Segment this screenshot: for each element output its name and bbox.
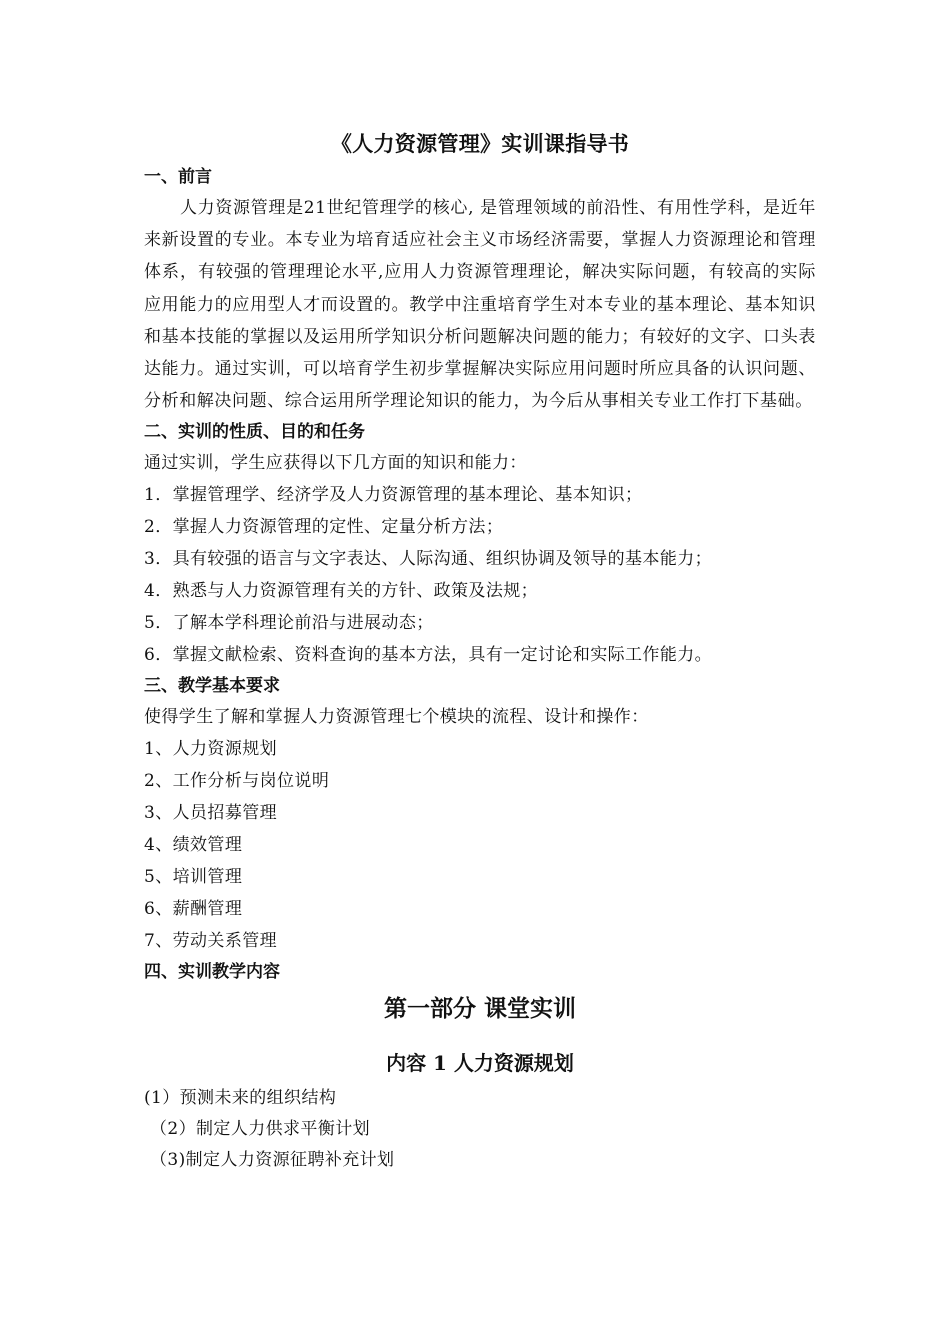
content-item: （2）制定人力供求平衡计划 [150, 1119, 371, 1140]
list-item: 2．掌握人力资源管理的定性、定量分析方法； [144, 517, 504, 538]
section-nature-goals [144, 417, 816, 671]
list-item: 5、培训管理 [144, 867, 243, 888]
list-item: 1、人力资源规划 [144, 739, 278, 760]
list-item: 1．掌握管理学、经济学及人力资源管理的基本理论、基本知识； [144, 485, 643, 506]
section-intro: 通过实训，学生应获得以下几方面的知识和能力： [144, 453, 527, 474]
list-item: 6、薪酬管理 [144, 899, 243, 920]
section-heading: 二、实训的性质、目的和任务 [144, 422, 365, 443]
section-heading: 三、教学基本要求 [144, 676, 280, 697]
part-title: 第一部分 课堂实训 [383, 995, 576, 1023]
section-requirements [144, 671, 816, 957]
section-heading: 四、实训教学内容 [144, 962, 280, 983]
section-preface [144, 162, 816, 417]
content-item: （3)制定人力资源征聘补充计划 [150, 1150, 395, 1171]
list-item: 6．掌握文献检索、资料查询的基本方法，具有一定讨论和实际工作能力。 [144, 645, 713, 666]
content-item: (1）预测未来的组织结构 [144, 1088, 337, 1109]
section-intro: 使得学生了解和掌握人力资源管理七个模块的流程、设计和操作： [144, 707, 649, 728]
document-page [144, 128, 816, 1176]
document-title: 《人力资源管理》实训课指导书 [330, 131, 630, 156]
preface-paragraph: 人力资源管理是21世纪管理学的核心, 是管理领域的前沿性、有用性学科，是近年来新设置的专业。本专业为培育适应社会主义市场经济需要，掌握人力资源理论和管理体系，有较强的管理理论水平,应用人力资源管理理论，解决实际问题，有较高的实际应用能力的应用型人才而设置的。教学中注重培育学生对本专业的基本理论、基本知识和基本技能的掌握以及运用所学知识分析问题解决问题的能力；有较好的文字、口头表达能力。通过实训，可以培育学生初步掌握解决实际应用问题时所应具备的认识问题、分析和解决问题、综合运用所学理论知识的能力，为今后从事相关专业工作打下基础。 [144, 198, 816, 412]
section-heading: 一、前言 [144, 167, 212, 187]
list-item: 4．熟悉与人力资源管理有关的方针、政策及法规； [144, 581, 539, 602]
list-item: 5．了解本学科理论前沿与进展动态； [144, 613, 434, 634]
list-item: 4、绩效管理 [144, 835, 243, 856]
list-item: 3．具有较强的语言与文字表达、人际沟通、组织协调及领导的基本能力； [144, 549, 713, 570]
list-item: 7、劳动关系管理 [144, 931, 278, 952]
list-item: 3、人员招募管理 [144, 803, 278, 824]
list-item: 2、工作分析与岗位说明 [144, 771, 330, 792]
content-title: 内容 1 人力资源规划 [386, 1051, 574, 1076]
section-content [144, 957, 816, 987]
